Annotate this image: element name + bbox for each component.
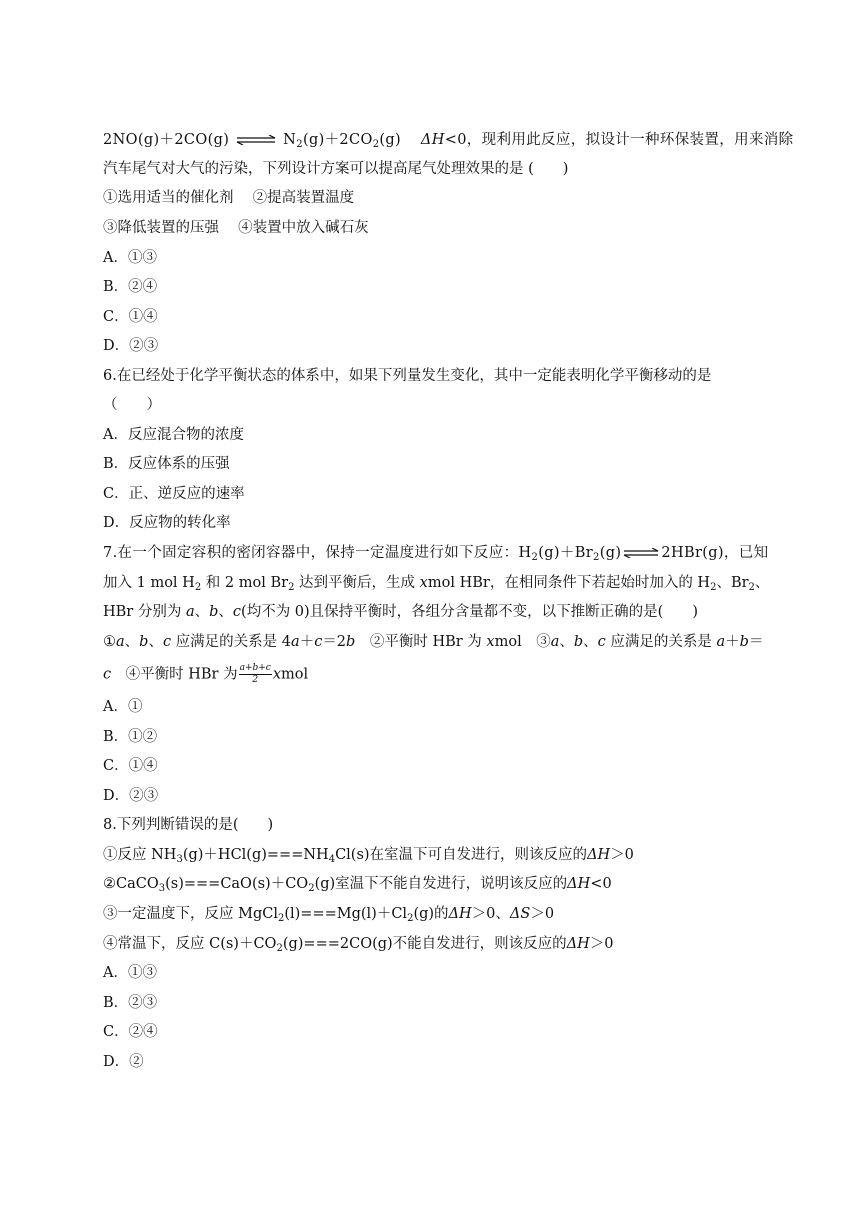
q8-option-b[interactable]: B．②③ — [103, 995, 158, 1011]
q7-option-c[interactable]: C．①④ — [103, 758, 158, 774]
q5-option-b[interactable]: B．②④ — [103, 279, 158, 295]
q5-equation-left: 2NO(g)＋2CO(g) — [103, 132, 230, 148]
delta-h-symbol: ΔH — [420, 132, 445, 148]
q7-stem-line-3: HBr 分别为 a、b、c(均不为 0)且保持平衡时，各组分含量都不变，以下推断正确的是( ) — [103, 604, 698, 620]
q5-line-1: 2NO(g)＋2CO(g) $N_2(g)+2CO_2(g)$ ΔH<0，现利用此反应，拟设计一种环保装置，用来消除 — [103, 132, 794, 150]
q7-option-d[interactable]: D．②③ — [103, 788, 159, 804]
q8-option-d[interactable]: D．② — [103, 1054, 144, 1070]
q5-line-4: ③降低装置的压强 ④装置中放入碱石灰 — [103, 220, 369, 236]
q5-line-2: 汽车尾气对大气的污染，下列设计方案可以提高尾气处理效果的是 ( ) — [103, 161, 569, 177]
q5-option-a[interactable]: A．①③ — [103, 250, 157, 266]
q6-option-c[interactable]: C．正、逆反应的速率 — [103, 486, 245, 502]
q7-statements-line-2: c ④平衡时 HBr 为 $\frac{a+b+c}{2}$ xmol — [103, 663, 309, 685]
q6-option-b[interactable]: B．反应体系的压强 — [103, 456, 230, 472]
q5-line-3: ①选用适当的催化剂 ②提高装置温度 — [103, 190, 355, 206]
q8-statement-2: $②CaCO_3(s)===CaO(s)+CO_2(g)$室温下不能自发进行，说明该反应的ΔH<0 — [103, 876, 612, 894]
q6-option-d[interactable]: D．反应物的转化率 — [103, 515, 231, 531]
q6-stem-line-2: （ ） — [103, 397, 161, 413]
q7-stem-line-1: 7.在一个固定容积的密闭容器中，保持一定温度进行如下反应：$H_2(g)+Br_2(g)$ 2HBr(g)，已知 — [103, 545, 769, 563]
q5-option-d[interactable]: D．②③ — [103, 338, 159, 354]
q6-stem-line-1: 6.在已经处于化学平衡状态的体系中，如果下列量发生变化，其中一定能表明化学平衡移动的是 — [103, 368, 712, 384]
q8-option-c[interactable]: C．②④ — [103, 1024, 158, 1040]
q8-option-a[interactable]: A．①③ — [103, 965, 157, 981]
q7-option-a[interactable]: A．① — [103, 699, 143, 715]
q7-statements-line-1: ①a、b、c 应满足的关系是 4a＋c＝2b ②平衡时 HBr 为 xmol ③a、b、c 应满足的关系是 a＋b＝ — [103, 634, 764, 650]
equilibrium-arrows-icon — [623, 548, 659, 558]
q8-statement-4: ④常温下，反应 $C(s)+CO_2(g)===2CO(g)$不能自发进行，则该反应的ΔH＞0 — [103, 936, 614, 954]
q8-statement-3: ③一定温度下，反应 $MgCl_2(l)===Mg(l)+Cl_2(g)$的ΔH＞0、ΔS＞0 — [103, 906, 555, 924]
fraction: $\frac{a+b+c}{2}$ — [239, 663, 271, 685]
q5-option-c[interactable]: C．①④ — [103, 309, 158, 325]
q8-statement-1: ①反应 $NH_3(g)+HCl(g)===NH_4Cl(s)$在室温下可自发进行，则该反应的ΔH＞0 — [103, 847, 634, 865]
q6-option-a[interactable]: A．反应混合物的浓度 — [103, 427, 244, 443]
q7-stem-line-2: 加入 1 mol $H_2$ 和 2 mol $Br_2$ 达到平衡后，生成 xmol HBr，在相同条件下若起始时加入的 $H_2$、$Br_2$、 — [103, 575, 770, 593]
q7-option-b[interactable]: B．①② — [103, 729, 158, 745]
q8-stem: 8.下列判断错误的是( ) — [103, 817, 274, 833]
equilibrium-arrows-icon — [236, 135, 276, 145]
